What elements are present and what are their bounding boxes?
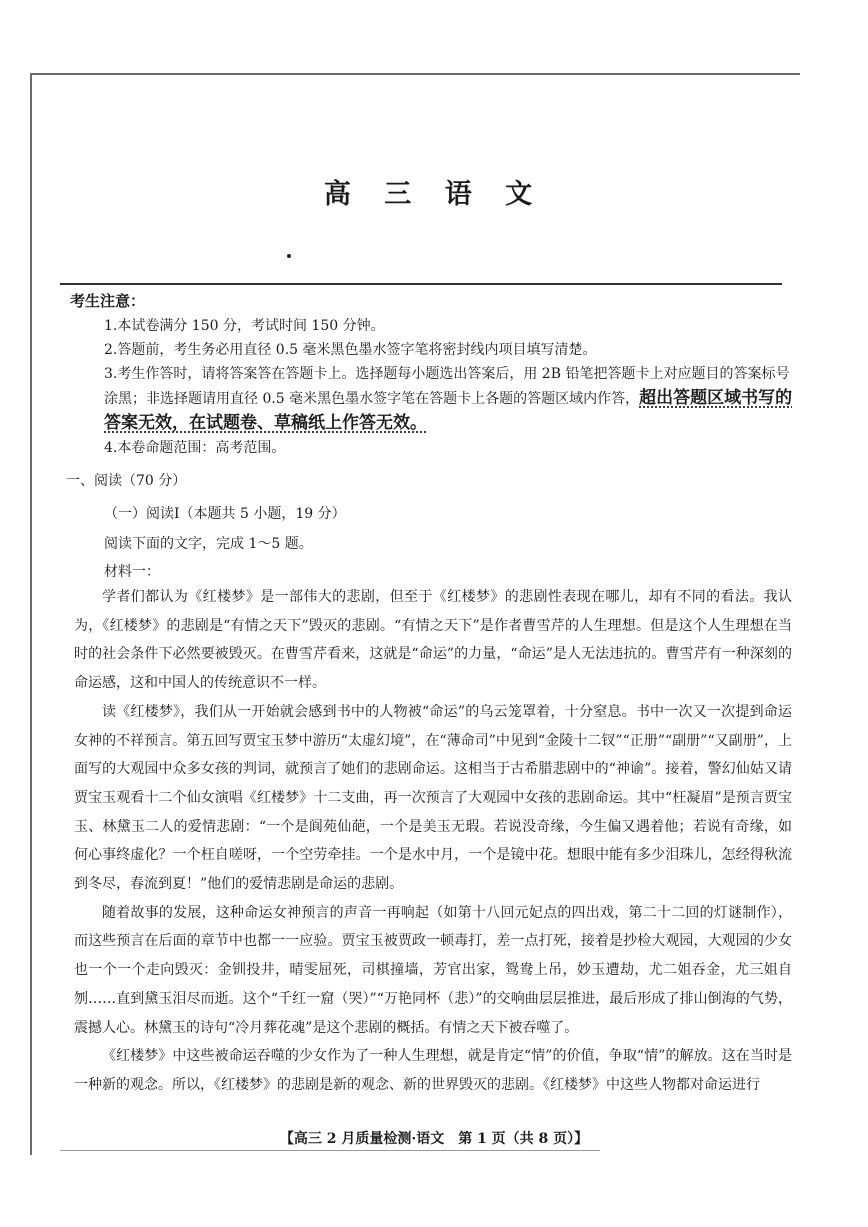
paragraph-4: 《红楼梦》中这些被命运吞噬的少女作为了一种人生理想，就是肯定“情”的价值，争取“情”的解放。这在当时是一种新的观念。所以，《红楼梦》的悲剧是新的观念、新的世界毁灭的悲剧。《红楼梦》中这些人物都对命运进行: [74, 1048, 792, 1093]
speck: [287, 254, 291, 258]
divider: [60, 283, 782, 285]
footer-rule: [60, 1150, 600, 1151]
notice-list: [104, 314, 794, 460]
notice-item-1: 1.本试卷满分 150 分，考试时间 150 分钟。: [104, 318, 385, 334]
section-heading: 一、阅读（70 分）: [66, 473, 187, 489]
page-footer: 【高三 2 月质量检测·语文 第 1 页（共 8 页）】: [279, 1131, 589, 1147]
notice-emphasis: 超出答题区域书写的答案无效，在试题卷、草稿纸上作答无效。: [104, 388, 793, 433]
material-label: 材料一：: [104, 564, 160, 580]
notice-item-3: [104, 362, 794, 436]
paragraph-2: 读《红楼梦》，我们从一开始就会感到书中的人物被“命运”的乌云笼罩着，十分窒息。书中一次又一次提到命运女神的不祥预言。第五回写贾宝玉梦中游历“太虚幻境”，在“薄命司”中见到“金陵十二钗”“正册”“副册”“又副册”，上面写的大观园中众多女孩的判词，就预言了她们的悲剧命运。这相当于古希腊悲剧中的“神谕”。接着，警幻仙姑又请贾宝玉观看十二个仙女演唱《红楼梦》十二支曲，再一次预言了大观园中女孩的悲剧命运。其中“枉凝眉”是预言贾宝玉、林黛玉二人的爱情悲剧：“一个是阆苑仙葩，一个是美玉无瑕。若说没奇缘，今生偏又遇着他；若说有奇缘，如何心事终虚化？一个枉自嗟呀，一个空劳牵挂。一个是水中月，一个是镜中花。想眼中能有多少泪珠儿，怎经得秋流到冬尽，春流到夏！”他们的爱情悲剧是命运的悲剧。: [74, 703, 792, 893]
notice-item-3-text: 3.考生作答时，请将答案答在答题卡上。选择题每小题选出答案后，用 2B 铅笔把答题卡上对应题目的答案标号涂黑；非选择题请用直径 0.5 毫米黑色墨水签字笔在答题卡上各题的答题区域内作答，: [104, 366, 790, 407]
notice-item-2: 2.答题前，考生务必用直径 0.5 毫米黑色墨水签字笔将密封线内项目填写清楚。: [104, 342, 597, 358]
paragraph-1: 学者们都认为《红楼梦》是一部伟大的悲剧，但至于《红楼梦》的悲剧性表现在哪儿，却有不同的看法。我认为，《红楼梦》的悲剧是“有情之天下”毁灭的悲剧。“有情之天下”是作者曹雪芹的人生理想。但是这个人生理想在当时的社会条件下必然要被毁灭。在曹雪芹看来，这就是“命运”的力量，“命运”是人无法违抗的。曹雪芹有一种深刻的命运感，这和中国人的传统意识不一样。: [74, 589, 792, 692]
notice-heading: 考生注意：: [70, 292, 146, 310]
page-title: 高 三 语 文: [323, 179, 545, 210]
instruction: 阅读下面的文字，完成 1～5 题。: [104, 536, 313, 552]
paragraph-3: 随着故事的发展，这种命运女神预言的声音一再响起（如第十八回元妃点的四出戏，第二十二回的灯谜制作），而这些预言在后面的章节中也都一一应验。贾宝玉被贾政一顿毒打，差一点打死，接着是抄检大观园，大观园的少女也一个一个走向毁灭：金钏投井，晴雯屈死，司棋撞墙，芳官出家，鸳鸯上吊，妙玉遭劫，尤二姐吞金，尤三姐自刎……直到黛玉泪尽而逝。这个“千红一窟（哭）”“万艳同杯（悲）”的交响曲层层推进，最后形成了排山倒海的气势，震撼人心。林黛玉的诗句“冷月葬花魂”是这个悲剧的概括。有情之天下被吞噬了。: [74, 904, 792, 1036]
subsection-heading: （一）阅读Ⅰ（本题共 5 小题，19 分）: [104, 506, 346, 522]
notice-item-4: 4.本卷命题范围：高考范围。: [104, 440, 286, 456]
passage: [74, 583, 792, 1100]
